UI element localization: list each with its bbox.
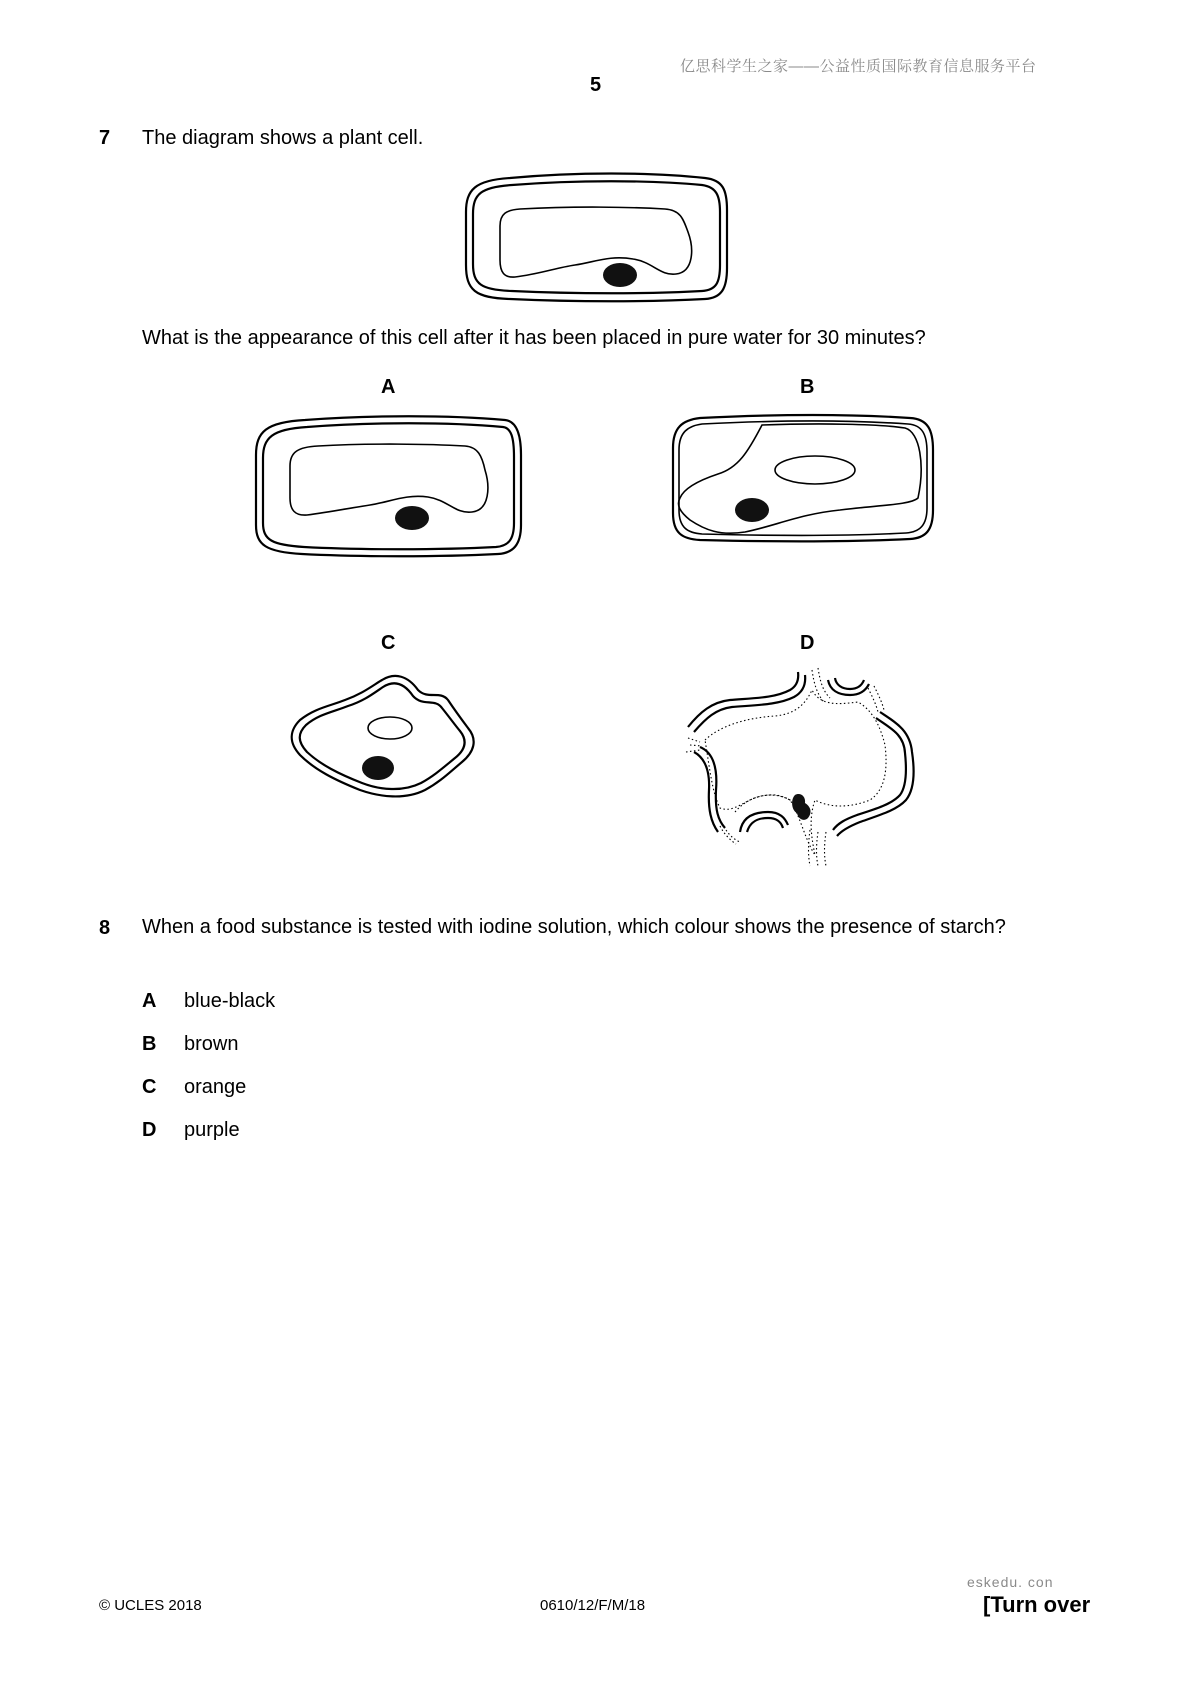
option-d-dotted-membrane: [705, 690, 886, 855]
option-d-dots-d: [809, 830, 827, 866]
option-c-cell: [292, 676, 474, 797]
option-label-d: D: [800, 632, 815, 654]
option-label-b: B: [800, 376, 815, 398]
footer-copyright: © UCLES 2018: [99, 1597, 202, 1614]
footer-paper-code: 0610/12/F/M/18: [540, 1597, 646, 1614]
option-d-wall-fragment-4: [700, 747, 725, 828]
option-a-cell-wall: [256, 416, 521, 556]
q8-option-label-b: B: [142, 1033, 157, 1055]
question-7-number: 7: [99, 127, 111, 149]
option-label-a: A: [381, 376, 396, 398]
option-d-dots-a: [686, 738, 702, 752]
question-8-number: 8: [99, 917, 111, 939]
option-d-wall-fragment-3b: [833, 718, 906, 830]
footer-site-watermark: eskedu. con: [967, 1574, 1054, 1590]
option-d-wall-fragment-2b: [835, 678, 864, 689]
q8-option-text-b: brown: [184, 1033, 239, 1055]
option-d-dots-e: [720, 826, 740, 844]
option-b-nucleus: [735, 498, 769, 522]
option-b-cell: [673, 415, 933, 541]
option-b-wall-inner: [679, 421, 927, 535]
q8-option-text-d: purple: [184, 1119, 240, 1141]
option-a-cell: [256, 416, 521, 556]
option-d-wall-fragment-1b: [694, 675, 805, 732]
option-b-cell-wall: [673, 415, 933, 541]
option-label-c: C: [381, 632, 396, 654]
option-c-nucleus: [362, 756, 394, 780]
option-d-nucleus: [792, 794, 810, 820]
option-d-wall-fragment-5b: [747, 818, 783, 832]
q8-option-label-d: D: [142, 1119, 157, 1141]
question-7-text: The diagram shows a plant cell.: [142, 127, 424, 149]
option-b-vacuole: [775, 456, 855, 484]
question-8-text: When a food substance is tested with iodine solution, which colour shows the presence of starch?: [142, 916, 1006, 938]
q8-option-text-c: orange: [184, 1076, 247, 1098]
option-d-wall-fragment-1: [688, 672, 798, 727]
footer-turn-over: [Turn over: [983, 1592, 1091, 1617]
option-d-dots-b: [812, 668, 830, 702]
watermark-text: 亿思科学生之家——公益性质国际教育信息服务平台: [680, 58, 1037, 75]
option-a-membrane: [263, 423, 514, 549]
option-c-vacuole: [368, 717, 412, 739]
option-a-vacuole: [290, 444, 488, 515]
option-d-dots-c: [868, 686, 884, 712]
option-b-shrunken-membrane: [678, 424, 921, 533]
q8-option-label-a: A: [142, 990, 157, 1012]
q8-option-label-c: C: [142, 1076, 157, 1098]
option-d-cell: [686, 668, 914, 866]
q8-option-text-a: blue-black: [184, 990, 276, 1012]
option-a-nucleus: [395, 506, 429, 530]
question-7-prompt: What is the appearance of this cell after it has been placed in pure water for 30 minutes?: [142, 327, 926, 349]
page-number: 5: [590, 74, 602, 96]
